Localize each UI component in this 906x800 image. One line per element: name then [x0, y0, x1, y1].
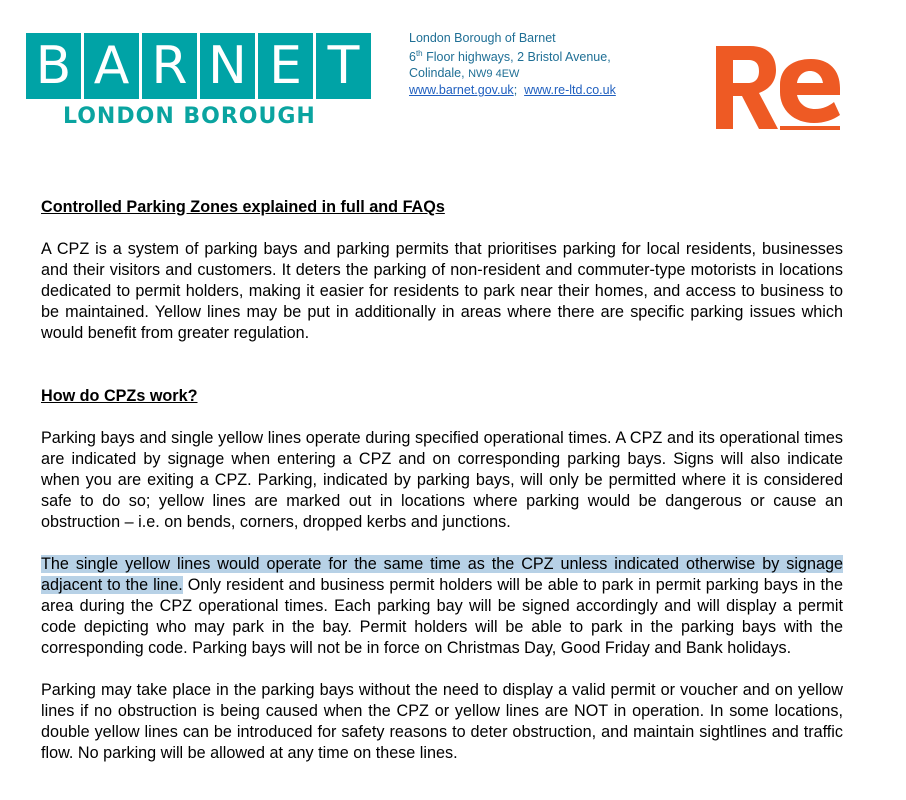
barnet-letter-tile: N — [200, 33, 255, 99]
link-separator: ; — [513, 83, 518, 98]
barnet-letter-tile: E — [258, 33, 313, 99]
address-street — [409, 46, 616, 65]
document-body — [41, 197, 843, 764]
barnet-letter-tile: T — [316, 33, 371, 99]
heading-cpz-explained: Controlled Parking Zones explained in full and FAQs — [41, 198, 445, 216]
paragraph-yellow-lines — [41, 554, 843, 659]
address-block — [409, 30, 616, 98]
barnet-logo — [26, 33, 376, 133]
heading-how-cpz-work: How do CPZs work? — [41, 387, 198, 405]
barnet-website-link[interactable]: www.barnet.gov.uk — [409, 83, 514, 98]
barnet-letter-tile: A — [84, 33, 139, 99]
address-city: Colindale, — [409, 66, 465, 81]
paragraph-permit-bays: Only resident and business permit holders will be able to park in permit parking bays in the area during the CPZ operational times. Each parking bay will be signed accordingly and will display a permit code depicting who may park in the bay. Permit holders will be able to park in the parking bays with the corresponding code. Parking bays will not be in force on Christmas Day, Good Friday and Bank holidays. — [41, 576, 843, 657]
address-floor-number: 6 — [409, 50, 416, 65]
paragraph-cpz-definition: A CPZ is a system of parking bays and parking permits that prioritises parking for local residents, businesses and their visitors and customers. It deters the parking of non-resident and commuter-type motorists in locations dedicated to permit holders, making it easier for residents to park near their homes, and access to business to be maintained. Yellow lines may be put in additionally in areas where there are specific parking issues which would benefit from greater regulation. — [41, 240, 843, 342]
highlighted-text: The single yellow lines would operate for the same time as the CPZ unless indicated otherwise by signage adjacent to the line. — [41, 555, 843, 594]
barnet-logo-letters — [26, 33, 376, 99]
address-org: London Borough of Barnet — [409, 31, 556, 45]
address-city-line — [409, 65, 616, 82]
re-logo — [716, 42, 844, 132]
paragraph-operational-times: Parking bays and single yellow lines operate during specified operational times. A CPZ and its operational times are indicated by signage when entering a CPZ and on corresponding parking bays. Signs will also indicate when you are exiting a CPZ. Parking, indicated by parking bays, will only be permitted where it is considered safe to do so; yellow lines are marked out in locations where parking would be dangerous or cause an obstruction – i.e. on bends, corners, dropped kerbs and junctions. — [41, 429, 843, 531]
address-postcode: NW9 4EW — [468, 68, 520, 81]
paragraph-free-parking: Parking may take place in the parking bays without the need to display a valid permit or voucher and on yellow lines if no obstruction is being caused when the CPZ or yellow lines are NOT in operation. In some locations, double yellow lines can be introduced for safety reasons to deter obstruction, and maintain sightlines and traffic flow. No parking will be allowed at any time on these lines. — [41, 681, 843, 762]
barnet-logo-subtitle: LONDON BOROUGH — [63, 104, 316, 129]
address-floor-suffix: th — [415, 49, 423, 58]
barnet-letter-tile: R — [142, 33, 197, 99]
barnet-letter-tile: B — [26, 33, 81, 99]
address-street-text: Floor highways, 2 Bristol Avenue, — [422, 50, 611, 65]
re-website-link[interactable]: www.re-ltd.co.uk — [524, 83, 616, 98]
re-logo-graphic — [716, 42, 844, 132]
address-links — [409, 82, 616, 98]
